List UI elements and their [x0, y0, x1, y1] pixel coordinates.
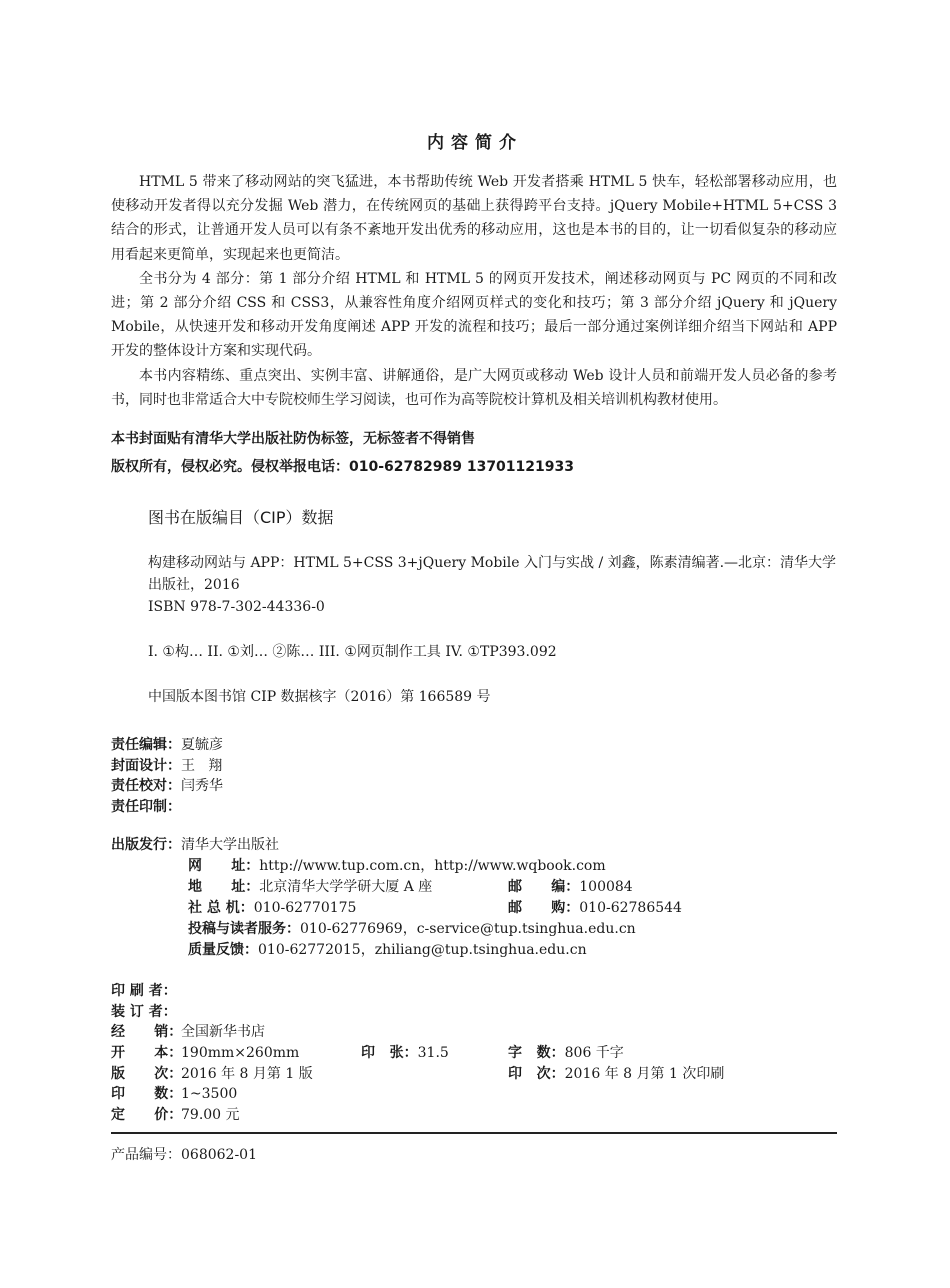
- format-row: [111, 1043, 851, 1064]
- quality-label: 质量反馈：: [188, 942, 258, 958]
- print-run-label: 印 数：: [111, 1086, 183, 1103]
- staff-value: 闫秀华: [181, 778, 223, 794]
- product-code-value: 068062-01: [181, 1147, 257, 1163]
- publisher-address-row: [111, 877, 851, 898]
- staff-value: 夏毓彦: [181, 737, 223, 753]
- sheets-value: 31.5: [417, 1045, 449, 1062]
- address-value: 北京清华大学学研大厦 A 座: [259, 879, 433, 895]
- printing-label: 印 次：: [508, 1065, 565, 1082]
- cip-record: [148, 552, 838, 618]
- print-run-value: 1~3500: [181, 1086, 238, 1103]
- printing-value: 2016 年 8 月第 1 次印刷: [564, 1065, 725, 1082]
- sheets-label: 印 张：: [361, 1045, 418, 1062]
- product-code: [111, 1144, 257, 1164]
- publisher-label: 出版发行：: [111, 837, 181, 853]
- publisher-row: [111, 835, 851, 856]
- price-value: 79.00 元: [181, 1107, 240, 1124]
- distributor-row: [111, 1022, 851, 1043]
- website-label: 网 址：: [188, 858, 260, 874]
- quality-value: 010-62772015，zhiliang@tup.tsinghua.edu.cn: [258, 942, 587, 958]
- words-value: 806 千字: [564, 1045, 624, 1062]
- cip-number: 中国版本图书馆 CIP 数据核字（2016）第 166589 号: [148, 689, 491, 705]
- publisher-name: 清华大学出版社: [181, 837, 279, 853]
- printer-label: 印 刷 者：: [111, 983, 177, 999]
- postcode-label: 邮 编：: [508, 879, 580, 895]
- divider-rule: [111, 1132, 837, 1134]
- format-label: 开 本：: [111, 1045, 183, 1062]
- print-run-row: [111, 1084, 851, 1105]
- staff-value: 王 翔: [181, 757, 223, 774]
- quality-feedback-row: [111, 940, 851, 961]
- price-row: [111, 1105, 851, 1126]
- intro-paragraph-1: HTML 5 带来了移动网站的突飞猛进，本书帮助传统 Web 开发者搭乘 HTML 5 快车，轻松部署移动应用，也使移动开发者得以充分发掘 Web 潜力，在传统网页的基础上获得跨平台支持。jQuery Mobile+HTML 5+CSS 3 结合的形式，让普通开发人员可以有条不紊地开发出优秀的移动应用，这也是本书的目的，让一切看似复杂的移动应用看起来更简单，实现起来也更简洁。: [111, 174, 837, 263]
- edition-row: [111, 1064, 851, 1085]
- anti-counterfeit-notice: 本书封面贴有清华大学出版社防伪标签，无标签者不得销售: [111, 431, 475, 447]
- switchboard-value: 010-62770175: [253, 900, 357, 916]
- mail-order-label: 邮 购：: [508, 900, 580, 916]
- staff-label: 责任编辑：: [111, 737, 181, 753]
- staff-list: [111, 735, 223, 817]
- staff-label: 责任印制：: [111, 798, 181, 815]
- copyright-notice: 版权所有，侵权必究。侵权举报电话：010-62782989 13701121933: [111, 459, 574, 475]
- mail-order-value: 010-62786544: [579, 900, 682, 916]
- publisher-info: [111, 835, 851, 961]
- publisher-phone-row: [111, 898, 851, 919]
- staff-row: [111, 735, 223, 756]
- edition-label: 版 次：: [111, 1065, 183, 1082]
- intro-paragraph-3: 本书内容精练、重点突出、实例丰富、讲解通俗，是广大网页或移动 Web 设计人员和前端开发人员必备的参考书，同时也非常适合大中专院校师生学习阅读，也可作为高等院校计算机及相关培训机构教材使用。: [111, 367, 837, 408]
- format-value: 190mm×260mm: [181, 1045, 300, 1062]
- distributor-value: 全国新华书店: [181, 1024, 265, 1041]
- address-label: 地 址：: [188, 879, 260, 895]
- staff-label: 封面设计：: [111, 757, 181, 774]
- switchboard-label: 社 总 机：: [188, 900, 254, 916]
- cip-classification: I. ①构… II. ①刘… ②陈… III. ①网页制作工具 IV. ①TP393.092: [148, 644, 557, 660]
- price-label: 定 价：: [111, 1107, 183, 1124]
- binder-row: [111, 1002, 851, 1023]
- staff-label: 责任校对：: [111, 778, 181, 794]
- intro-paragraph-2: 全书分为 4 部分：第 1 部分介绍 HTML 和 HTML 5 的网页开发技术，阐述移动网页与 PC 网页的不同和改进；第 2 部分介绍 CSS 和 CSS3，从兼容性角度介绍网页样式的变化和技巧；第 3 部分介绍 jQuery 和 jQuery Mobile，从快速开发和移动开发角度阐述 APP 开发的流程和技巧；最后一部分通过案例详细介绍当下网站和 APP 开发的整体设计方案和实现代码。: [111, 270, 837, 360]
- product-code-label: 产品编号：: [111, 1147, 181, 1163]
- reader-service-row: [111, 919, 851, 940]
- distributor-label: 经 销：: [111, 1024, 183, 1041]
- reader-service-value: 010-62776969，c-service@tup.tsinghua.edu.cn: [300, 921, 636, 937]
- cip-isbn: ISBN 978-7-302-44336-0: [148, 599, 325, 615]
- staff-row: [111, 756, 223, 777]
- printer-row: [111, 981, 851, 1002]
- staff-row: [111, 776, 223, 797]
- staff-row: [111, 797, 223, 818]
- edition-value: 2016 年 8 月第 1 版: [181, 1065, 313, 1082]
- words-label: 字 数：: [508, 1045, 565, 1062]
- intro-text: [111, 170, 837, 412]
- reader-service-label: 投稿与读者服务：: [188, 921, 300, 937]
- intro-title: 内容简介: [427, 133, 523, 153]
- print-specs: [111, 981, 851, 1126]
- binder-label: 装 订 者：: [111, 1003, 177, 1020]
- website-value[interactable]: http://www.tup.com.cn，http://www.wqbook.com: [259, 858, 606, 874]
- cip-record-text: 构建移动网站与 APP：HTML 5+CSS 3+jQuery Mobile 入门与实战 / 刘鑫，陈素清编著.—北京：清华大学出版社，2016: [148, 555, 837, 593]
- postcode-value: 100084: [579, 879, 633, 895]
- cip-title: 图书在版编目（CIP）数据: [148, 508, 334, 527]
- publisher-website-row: [111, 856, 851, 877]
